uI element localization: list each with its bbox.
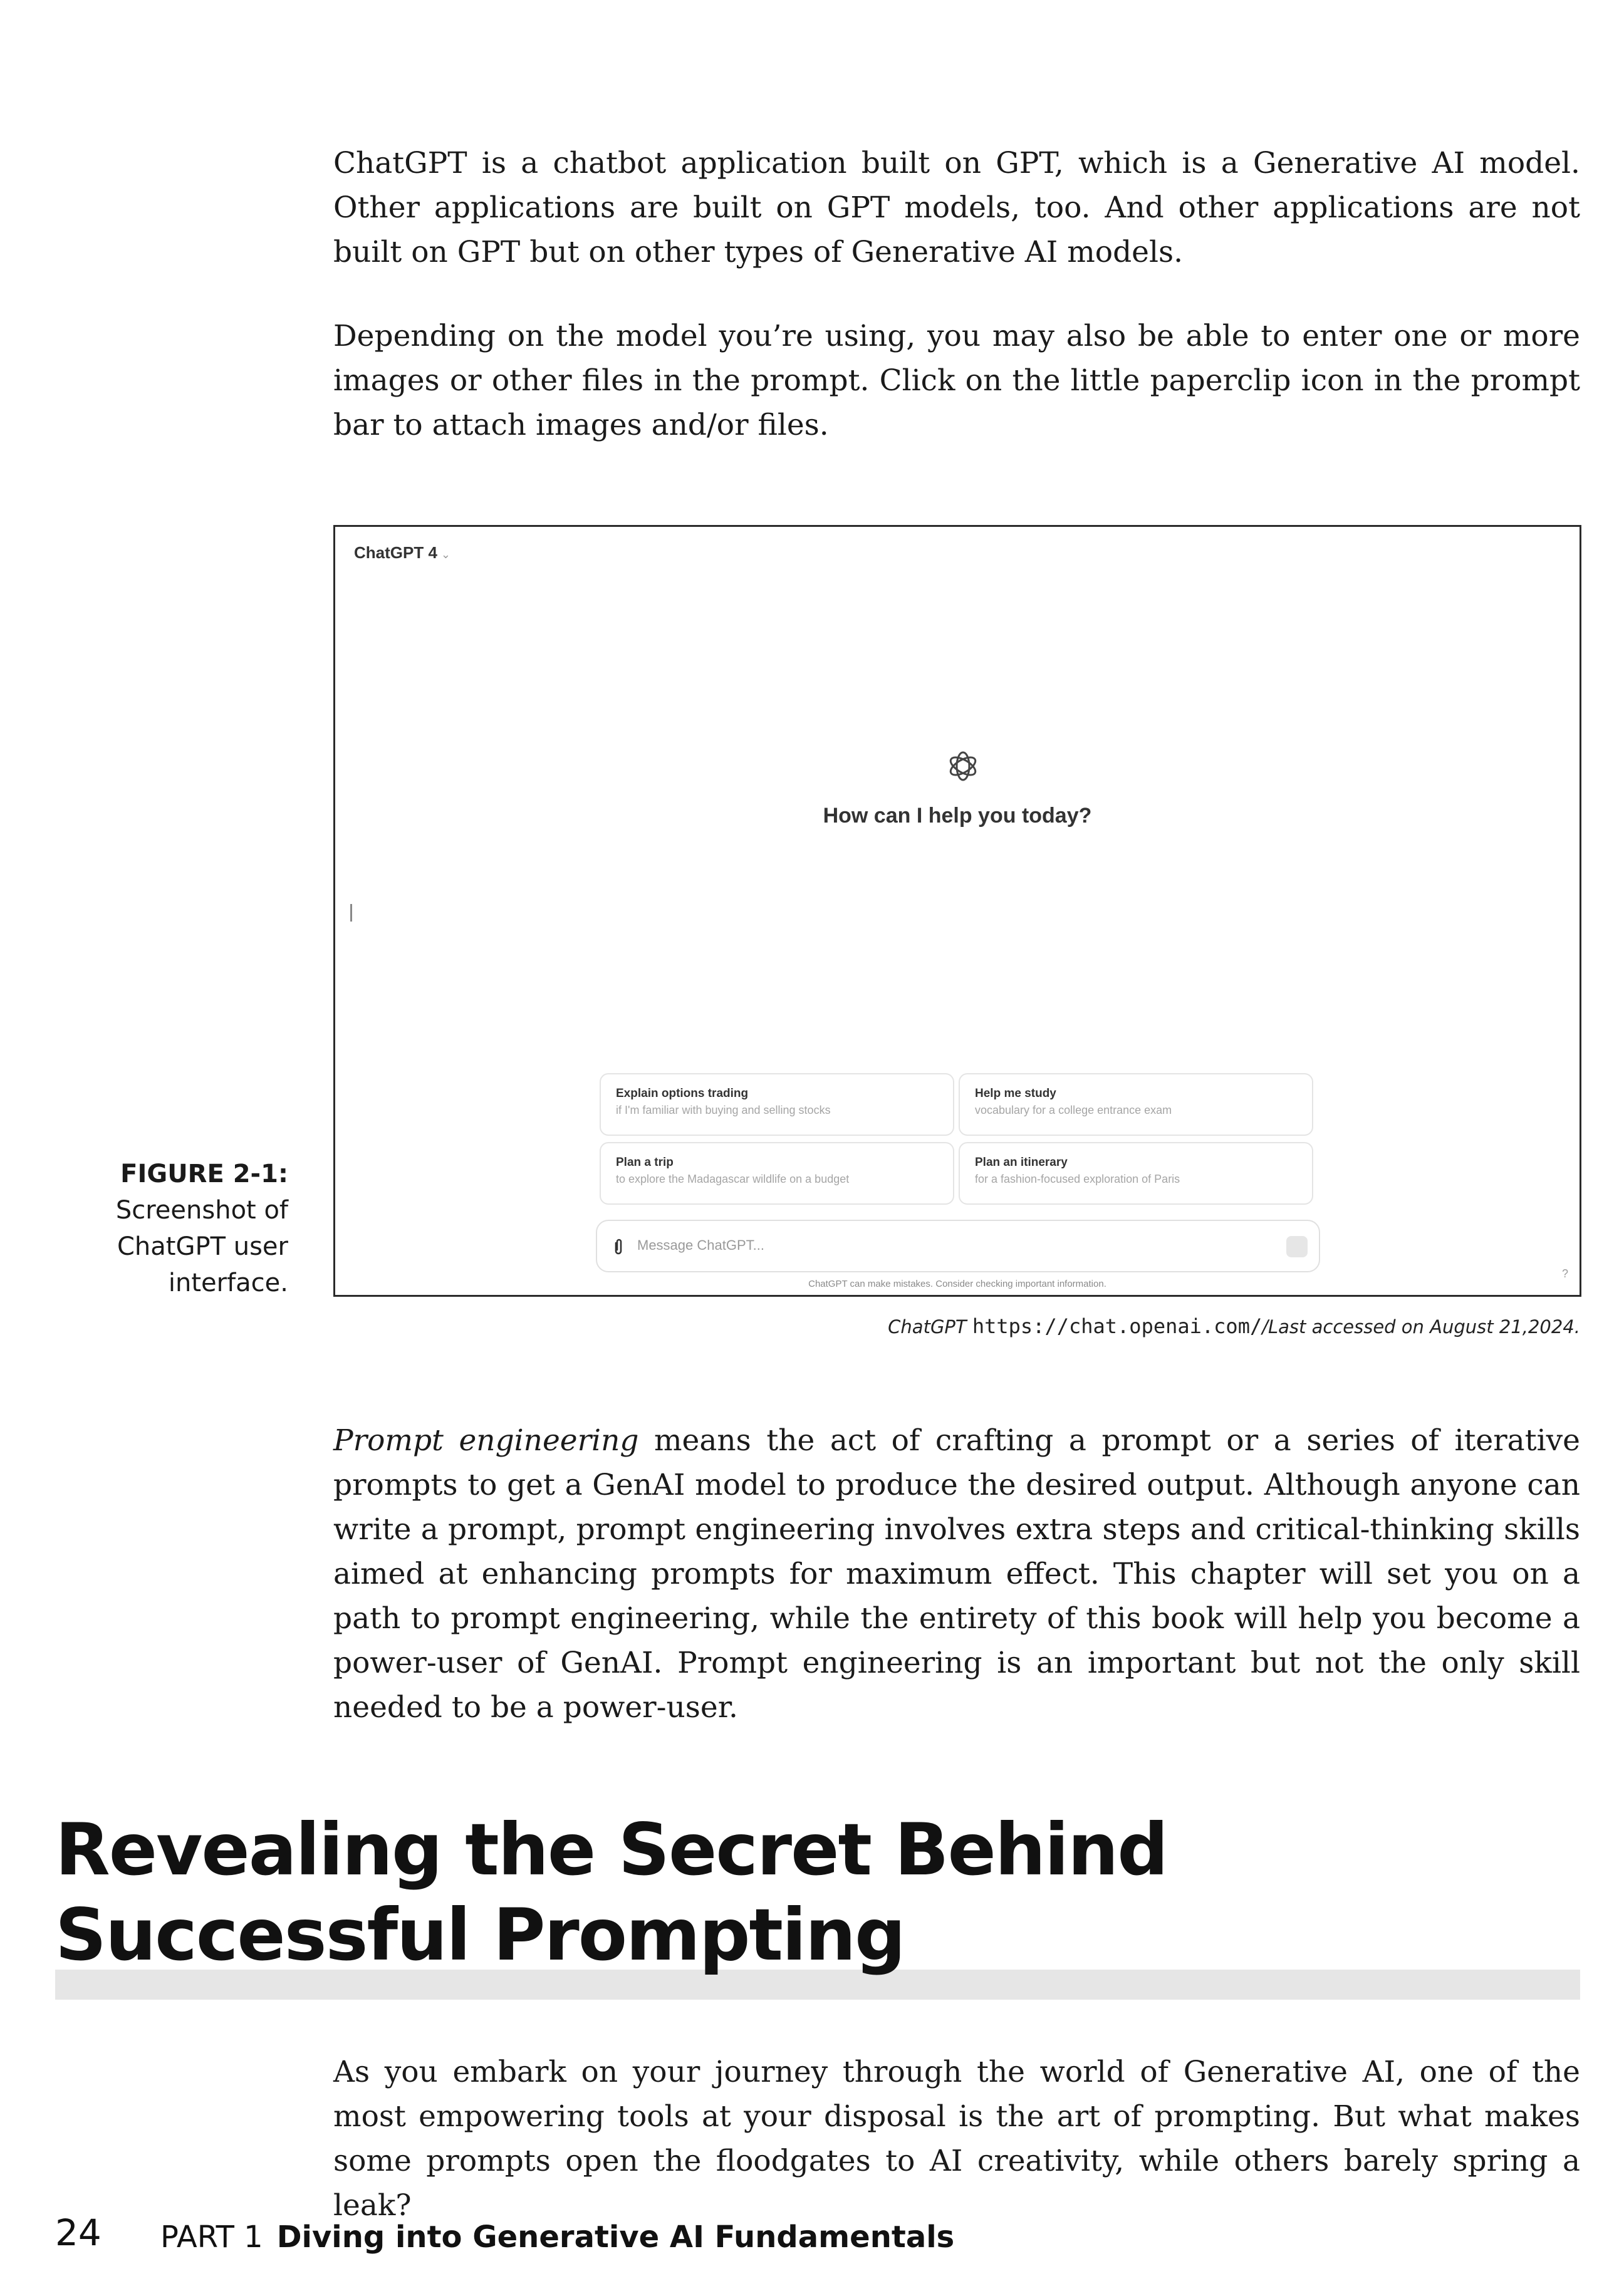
attachments-paragraph: Depending on the model you’re using, you may also be able to enter one or more images or other files in the prompt. Click on the little paperclip icon in the prompt bar to attach images and/or files. [333,319,1580,442]
suggestion-card-itinerary[interactable] [959,1142,1313,1205]
send-icon[interactable] [1286,1236,1308,1257]
credit-url: https://chat.openai.com/ [972,1314,1262,1338]
chevron-down-icon: ⌄ [440,548,451,561]
credit-prefix: ChatGPT [888,1316,972,1338]
figure-credit [888,1314,1580,1338]
suggestion-title: Plan a trip [616,1156,674,1169]
figure-number: FIGURE 2-1: [120,1160,288,1188]
heading-line-1: Revealing the Secret Behind [55,1808,1167,1891]
suggestion-title: Explain options trading [616,1087,749,1100]
message-input[interactable] [596,1220,1320,1272]
figure-label [50,1156,288,1301]
suggestion-subtitle: to explore the Madagascar wildlife on a budget [616,1173,850,1185]
suggestion-card-study[interactable] [959,1073,1313,1136]
model-selector[interactable] [354,543,450,563]
prompt-engineering-paragraph [333,1418,1580,1730]
intro-paragraph: ChatGPT is a chatbot application built on GPT, which is a Generative AI model. Other applications are built on GPT models, too. And other applications are not built on GPT but on other types of Generative AI models. [333,146,1580,269]
paperclip-icon[interactable] [612,1237,625,1256]
suggestion-subtitle: for a fashion-focused exploration of Paris [975,1173,1180,1185]
disclaimer-text: ChatGPT can make mistakes. Consider checking important information. [808,1279,1106,1289]
paragraph-body: means the act of crafting a prompt or a series of iterative prompts to get a GenAI model to produce the desired output. Although anyone can write a prompt, prompt engineering involves extra steps and critical-thinking skills aimed at enhancing prompts for maximum effect. This chapter will set you on a path to prompt engineering, while the entirety of this book will help you become a power-user of GenAI. Prompt engineering is an important but not the only skill needed to be a power-user. [333,1423,1580,1725]
running-footer [160,2220,954,2255]
credit-suffix: /Last accessed on August 21,2024. [1262,1316,1580,1338]
suggestion-title: Help me study [975,1087,1056,1100]
suggestion-card-trip[interactable] [600,1142,954,1205]
page-number: 24 [55,2211,102,2254]
model-selector-label: ChatGPT 4 [354,543,437,562]
term-prompt-engineering: Prompt engineering [333,1423,639,1458]
suggestion-subtitle: vocabulary for a college entrance exam [975,1104,1172,1116]
heading-line-2: Successful Prompting [55,1893,905,1977]
openai-logo-icon [944,747,982,785]
text-cursor [350,904,352,922]
figure-caption: Screenshot of ChatGPT user interface. [115,1196,288,1297]
journey-paragraph: As you embark on your journey through the world of Generative AI, one of the most empowering tools at your disposal is the art of prompting. But what makes some prompts open the floodgates to AI creativity, while others barely spring a leak? [333,2055,1580,2223]
part-title: Diving into Generative AI Fundamentals [276,2220,955,2255]
chatgpt-screenshot [333,525,1581,1297]
section-heading [55,1807,1496,1978]
suggestion-subtitle: if I'm familiar with buying and selling stocks [616,1104,831,1116]
greeting-heading: How can I help you today? [823,804,1092,828]
part-label: PART 1 [160,2220,263,2255]
message-placeholder: Message ChatGPT... [637,1237,764,1253]
help-button[interactable]: ? [1561,1267,1568,1280]
suggestion-card-options-trading[interactable] [600,1073,954,1136]
suggestion-title: Plan an itinerary [975,1156,1068,1169]
